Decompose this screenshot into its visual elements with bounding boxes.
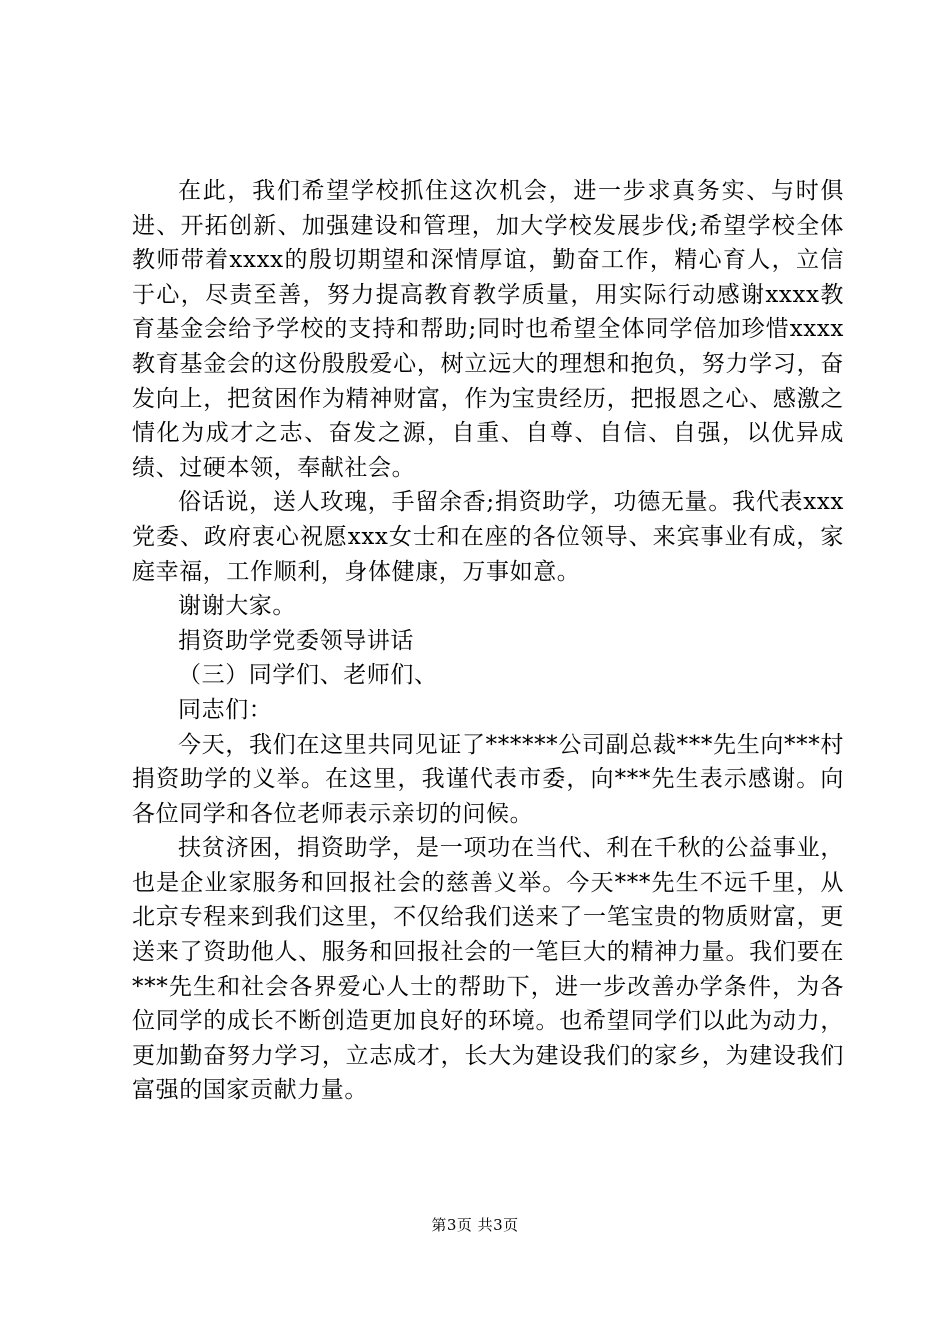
paragraph-witness: 今天，我们在这里共同见证了******公司副总裁***先生向***村捐资助学的义举。在这里，我谨代表市委，向***先生表示感谢。向各位同学和各位老师表示亲切的问候。: [132, 731, 844, 827]
salutation-comrades: 同志们：: [178, 696, 273, 723]
page-number-footer: 第3页 共3页: [431, 1216, 519, 1234]
paragraph-blessing: 俗话说，送人玫瑰，手留余香;捐资助学，功德无量。我代表xxx党委、政府衷心祝愿xxx女士和在座的各位领导、来宾事业有成，家庭幸福，工作顺利，身体健康，万事如意。: [132, 489, 844, 585]
paragraph-thanks: 谢谢大家。: [178, 593, 296, 620]
paragraph-charity: 扶贫济困，捐资助学，是一项功在当代、利在千秋的公益事业，也是企业家服务和回报社会的慈善义举。今天***先生不远千里，从北京专程来到我们这里，不仅给我们送来了一笔宝贵的物质财富，更送来了资助他人、服务和回报社会的一笔巨大的精神力量。我们要在***先生和社会各界爱心人士的帮助下，进一步改善办学条件，为各位同学的成长不断创造更加良好的环境。也希望同学们以此为动力，更加勤奋努力学习，立志成才，长大为建设我们的家乡，为建设我们富强的国家贡献力量。: [132, 835, 844, 1104]
paragraph-opportunity: 在此，我们希望学校抓住这次机会，进一步求真务实、与时俱进、开拓创新、加强建设和管理，加大学校发展步伐;希望学校全体教师带着xxxx的殷切期望和深情厚谊，勤奋工作，精心育人，立信于心，尽责至善，努力提高教育教学质量，用实际行动感谢xxxx教育基金会给予学校的支持和帮助;同时也希望全体同学倍加珍惜xxxx教育基金会的这份殷殷爱心，树立远大的理想和抱负，努力学习，奋发向上，把贫困作为精神财富，作为宝贵经历，把报恩之心、感激之情化为成才之志、奋发之源，自重、自尊、自信、自强，以优异成绩、过硬本领，奉献社会。: [132, 178, 844, 481]
section-title: 捐资助学党委领导讲话: [178, 627, 414, 654]
document-body: [132, 174, 844, 1108]
section-salutation: （三）同学们、老师们、: [178, 662, 438, 689]
